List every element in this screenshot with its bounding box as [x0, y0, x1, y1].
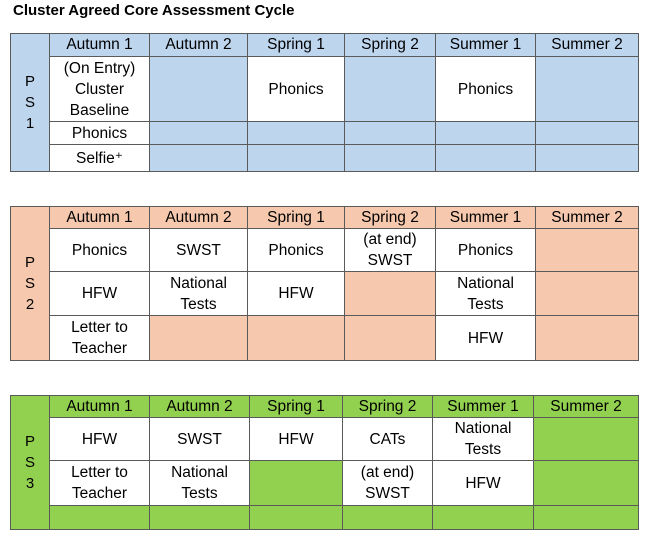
ps1-cell-empty [345, 145, 436, 172]
ps3-header-spring-1: Spring 1 [250, 396, 343, 418]
ps1-header-summer-2: Summer 2 [536, 34, 639, 57]
ps1-cell-empty [436, 145, 536, 172]
ps1-cell-empty [150, 145, 248, 172]
ps2-cell-spring-1: HFW [248, 272, 345, 316]
ps1-label-p: P [24, 73, 35, 90]
ps3-cell-summer-1: HFW [433, 461, 534, 506]
ps1-cell-empty [150, 57, 248, 122]
ps1-cell-autumn-1: Selfie⁺ [50, 145, 150, 172]
ps3-cell-empty [343, 506, 433, 530]
ps2-label [11, 207, 50, 361]
ps3-label-p: P [24, 433, 35, 450]
ps1-cell-empty [536, 122, 639, 145]
ps1-header-autumn-2: Autumn 2 [150, 34, 248, 57]
ps1-label-num: 1 [25, 115, 35, 132]
ps2-cell-autumn-2: SWST [150, 229, 248, 272]
ps2-cell-autumn-1: HFW [50, 272, 150, 316]
ps2-header-autumn-2: Autumn 2 [150, 207, 248, 229]
ps3-header-autumn-1: Autumn 1 [50, 396, 150, 418]
ps1-cell-empty [536, 57, 639, 122]
ps3-cell-autumn-2: SWST [150, 418, 250, 461]
table-row [11, 461, 639, 506]
ps1-cell-empty [345, 122, 436, 145]
ps3-header-autumn-2: Autumn 2 [150, 396, 250, 418]
ps3-cell-autumn-1: Letter to Teacher [50, 461, 150, 506]
ps3-label-num: 3 [25, 475, 35, 492]
ps2-cell-autumn-1: Letter to Teacher [50, 316, 150, 361]
ps1-cell-summer-1: Phonics [436, 57, 536, 122]
table-row [11, 145, 639, 172]
ps2-cell-empty [248, 316, 345, 361]
ps2-cell-spring-1: Phonics [248, 229, 345, 272]
ps1-cell-autumn-1: (On Entry) Cluster Baseline [50, 57, 150, 122]
ps2-header-summer-1: Summer 1 [436, 207, 536, 229]
ps3-cell-empty [150, 506, 250, 530]
ps3-label [11, 396, 50, 530]
ps3-cell-spring-1: HFW [250, 418, 343, 461]
ps1-cell-empty [536, 145, 639, 172]
table-row [11, 122, 639, 145]
ps3-cell-empty [534, 506, 639, 530]
table-row [11, 272, 639, 316]
ps2-label-num: 2 [25, 296, 35, 313]
ps2-cell-autumn-2: National Tests [150, 272, 248, 316]
ps2-cell-summer-1: Phonics [436, 229, 536, 272]
ps3-cell-autumn-2: National Tests [150, 461, 250, 506]
ps1-header-summer-1: Summer 1 [436, 34, 536, 57]
table-row [11, 316, 639, 361]
ps3-label-s: S [24, 454, 35, 471]
ps2-cell-empty [536, 229, 639, 272]
ps1-header-spring-1: Spring 1 [248, 34, 345, 57]
ps1-cell-empty [248, 145, 345, 172]
ps2-cell-spring-2: (at end) SWST [345, 229, 436, 272]
ps2-cell-summer-1: HFW [436, 316, 536, 361]
ps1-cell-empty [436, 122, 536, 145]
ps2-cell-empty [345, 272, 436, 316]
ps2-header-autumn-1: Autumn 1 [50, 207, 150, 229]
ps2-cell-empty [536, 316, 639, 361]
ps1-cell-autumn-1: Phonics [50, 122, 150, 145]
ps1-cell-empty [248, 122, 345, 145]
page-title: Cluster Agreed Core Assessment Cycle [13, 2, 295, 19]
ps3-cell-summer-1: National Tests [433, 418, 534, 461]
table-row [11, 418, 639, 461]
ps2-header-row [11, 207, 639, 229]
ps3-header-summer-2: Summer 2 [534, 396, 639, 418]
ps3-cell-empty [534, 461, 639, 506]
ps3-header-spring-2: Spring 2 [343, 396, 433, 418]
ps2-label-p: P [24, 254, 35, 271]
ps3-cell-empty [534, 418, 639, 461]
ps3-cell-autumn-1: HFW [50, 418, 150, 461]
ps2-header-summer-2: Summer 2 [536, 207, 639, 229]
ps2-table [10, 206, 639, 361]
ps2-cell-empty [536, 272, 639, 316]
ps3-cell-empty [433, 506, 534, 530]
ps1-header-spring-2: Spring 2 [345, 34, 436, 57]
ps2-cell-empty [150, 316, 248, 361]
ps1-label-s: S [24, 94, 35, 111]
ps2-cell-empty [345, 316, 436, 361]
ps2-header-spring-2: Spring 2 [345, 207, 436, 229]
ps1-cell-empty [150, 122, 248, 145]
ps3-cell-empty [250, 461, 343, 506]
table-row [11, 57, 639, 122]
ps3-cell-empty [250, 506, 343, 530]
ps1-cell-spring-1: Phonics [248, 57, 345, 122]
ps3-header-row [11, 396, 639, 418]
ps1-label [11, 34, 50, 172]
ps1-header-autumn-1: Autumn 1 [50, 34, 150, 57]
ps1-table [10, 33, 639, 172]
ps2-header-spring-1: Spring 1 [248, 207, 345, 229]
ps2-cell-autumn-1: Phonics [50, 229, 150, 272]
table-row [11, 506, 639, 530]
ps2-label-s: S [24, 275, 35, 292]
ps2-cell-summer-1: National Tests [436, 272, 536, 316]
ps3-cell-spring-2: (at end) SWST [343, 461, 433, 506]
ps3-cell-spring-2: CATs [343, 418, 433, 461]
ps1-header-row [11, 34, 639, 57]
ps1-cell-empty [345, 57, 436, 122]
ps3-table [10, 395, 639, 530]
ps3-header-summer-1: Summer 1 [433, 396, 534, 418]
table-row [11, 229, 639, 272]
ps3-cell-empty [50, 506, 150, 530]
